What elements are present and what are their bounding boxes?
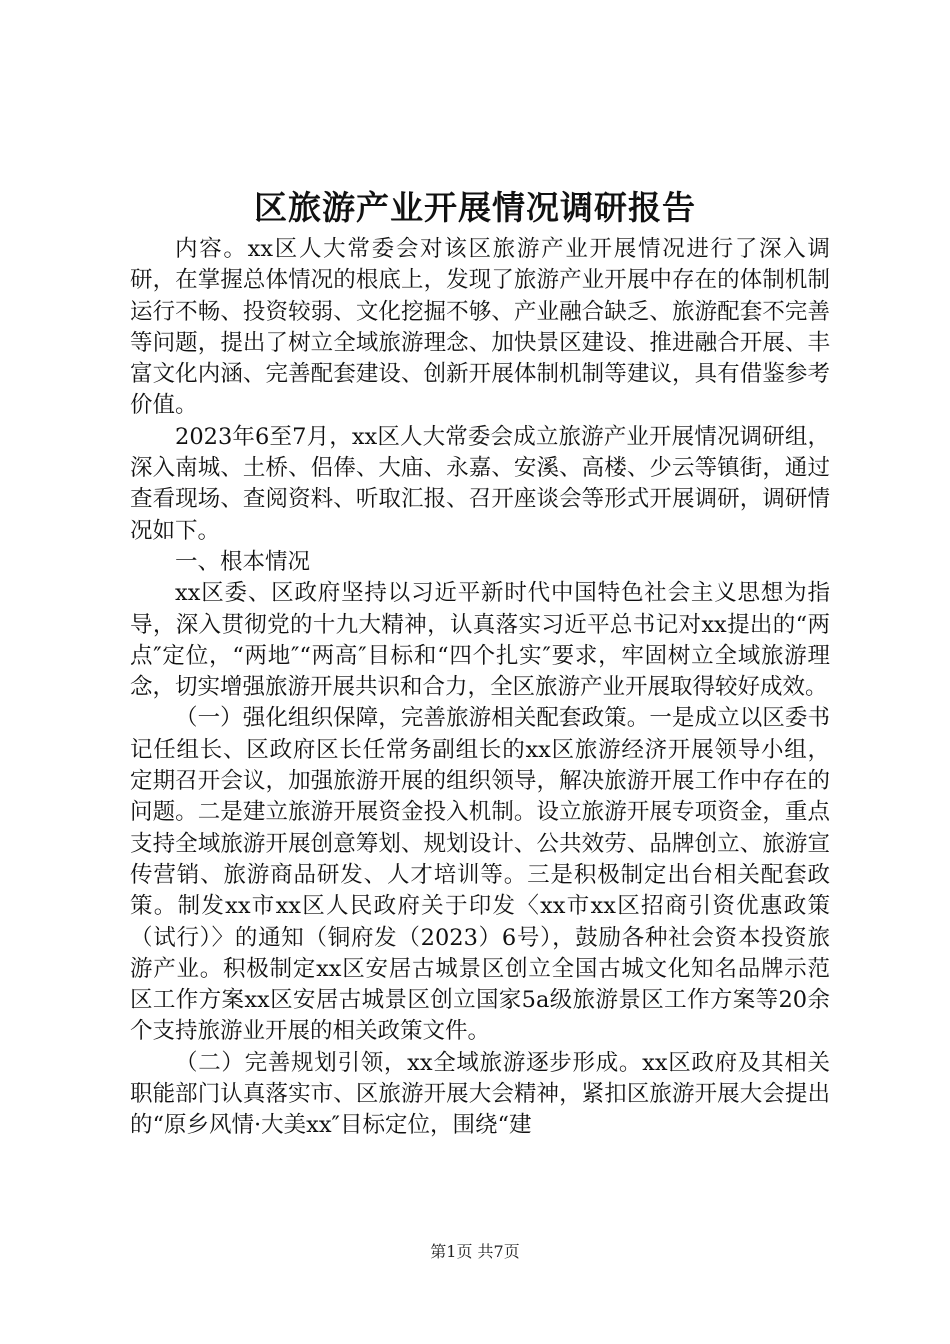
- document-body: [130, 234, 830, 1142]
- page-footer: 第1页 共7页: [430, 1242, 520, 1261]
- paragraph-overview: xx区委、区政府坚持以习近平新时代中国特色社会主义思想为指导，深入贯彻党的十九大精神，认真落实习近平总书记对xx提出的“两点″定位，“两地″“两高″目标和“四个扎实″要求，牢固树立全域旅游理念，切实增强旅游开展共识和合力，全区旅游产业开展取得较好成效。: [130, 580, 830, 701]
- paragraph-organization: （一）强化组织保障，完善旅游相关配套政策。一是成立以区委书记任组长、区政府区长任常务副组长的xx区旅游经济开展领导小组，定期召开会议，加强旅游开展的组织领导，解决旅游开展工作中存在的问题。二是建立旅游开展资金投入机制。设立旅游开展专项资金，重点支持全域旅游开展创意筹划、规划设计、公共效劳、品牌创立、旅游宣传营销、旅游商品研发、人才培训等。三是积极制定出台相关配套政策。制发xx市xx区人民政府关于印发〈xx市xx区招商引资优惠政策（试行）〉的通知（铜府发（2023）6号），鼓励各种社会资本投资旅游产业。积极制定xx区安居古城景区创立全国古城文化知名品牌示范区工作方案xx区安居古城景区创立国家5a级旅游景区工作方案等20余个支持旅游业开展的相关政策文件。: [130, 705, 830, 1045]
- section-heading-basic-situation: 一、根本情况: [175, 548, 311, 575]
- paragraph-intro: 2023年6至7月，xx区人大常委会成立旅游产业开展情况调研组，深入南城、土桥、侣俸、大庙、永嘉、安溪、高楼、少云等镇街，通过查看现场、查阅资料、听取汇报、召开座谈会等形式开展调研，调研情况如下。: [130, 423, 830, 544]
- document-title: 区旅游产业开展情况调研报告: [254, 188, 696, 227]
- paragraph-summary: 内容。xx区人大常委会对该区旅游产业开展情况进行了深入调研，在掌握总体情况的根底上，发现了旅游产业开展中存在的体制机制运行不畅、投资较弱、文化挖掘不够、产业融合缺乏、旅游配套不完善等问题，提出了树立全域旅游理念、加快景区建设、推进融合开展、丰富文化内涵、完善配套建设、创新开展体制机制等建议，具有借鉴参考价值。: [130, 236, 830, 419]
- paragraph-planning: （二）完善规划引领，xx全域旅游逐步形成。xx区政府及其相关职能部门认真落实市、区旅游开展大会精神，紧扣区旅游开展大会提出的“原乡风情·大美xx″目标定位，围绕“建: [130, 1049, 830, 1139]
